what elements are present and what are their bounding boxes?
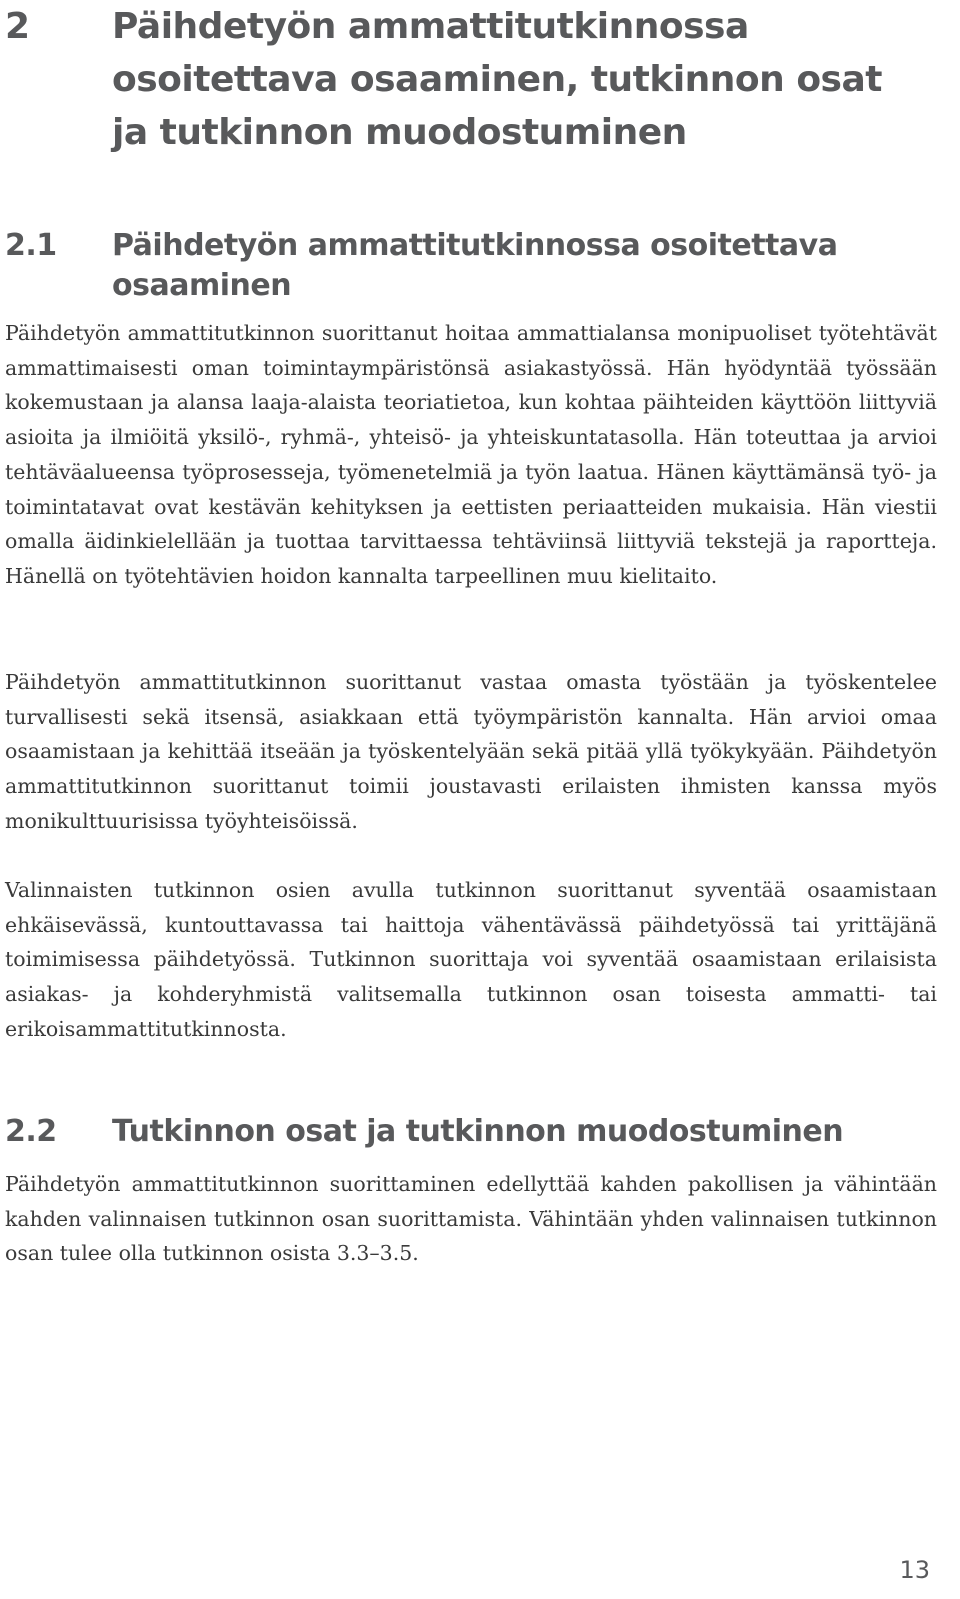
section-heading xyxy=(5,0,905,159)
paragraph: Päihdetyön ammattitutkinnon suorittaminen edellyttää kahden pakollisen ja vähintään kahden valinnaisen tutkinnon osan suorittamista. Vähintään yhden valinnaisen tutkinnon osan tulee olla tutkinnon osista 3.3–3.5. xyxy=(5,1172,937,1266)
subsection-heading-2-1 xyxy=(5,226,905,306)
subsection-heading-2-2 xyxy=(5,1112,905,1152)
paragraph: Päihdetyön ammattitutkinnon suorittanut vastaa omasta työstään ja työskentelee turvallisesti sekä itsensä, asiakkaan että työympäristön kannalta. Hän arvioi omaa osaamistaan ja kehittää itseään ja työskentelyään sekä pitää yllä työkykyään. Päihdetyön ammattitutkinnon suorittanut toimii joustavasti erilaisten ihmisten kanssa myös monikulttuurisissa työyhteisöissä. xyxy=(5,670,937,833)
section-number: 2 xyxy=(5,6,30,47)
paragraph: Valinnaisten tutkinnon osien avulla tutkinnon suorittanut syventää osaamistaan ehkäisevässä, kuntouttavassa tai haittoja vähentävässä päihdetyössä tai yrittäjänä toimimisessa päihdetyössä. Tutkinnon suorittaja voi syventää osaamistaan erilaisista asiakas- ja kohderyhmistä valitsemalla tutkinnon osan toisesta ammatti- tai erikoisammattitutkinnosta. xyxy=(5,878,937,1041)
subsection-title: Tutkinnon osat ja tutkinnon muodostuminen xyxy=(112,1114,844,1149)
subsection-number: 2.1 xyxy=(5,228,57,263)
section-title: Päihdetyön ammattitutkinnossa osoitettava osaaminen, tutkinnon osat ja tutkinnon muodostuminen xyxy=(112,6,882,153)
subsection-title: Päihdetyön ammattitutkinnossa osoitettava osaaminen xyxy=(112,228,838,303)
page-number: 13 xyxy=(899,1556,930,1584)
subsection-number: 2.2 xyxy=(5,1114,57,1149)
paragraph: Päihdetyön ammattitutkinnon suorittanut hoitaa ammattialansa monipuoliset työtehtävät ammattimaisesti oman toimintaympäristönsä asiakastyössä. Hän hyödyntää työssään kokemustaan ja alansa laaja-alaista teoriatietoa, kun kohtaa päihteiden käyttöön liittyviä asioita ja ilmiöitä yksilö-, ryhmä-, yhteisö- ja yhteiskuntatasolla. Hän toteuttaa ja arvioi tehtäväalueensa työprosesseja, työmenetelmiä ja työn laatua. Hänen käyttämänsä työ- ja toimintatavat ovat kestävän kehityksen ja eettisten periaatteiden mukaisia. Hän viestii omalla äidinkielellään ja tuottaa tarvittaessa tehtäviinsä liittyviä tekstejä ja raportteja. Hänellä on työtehtävien hoidon kannalta tarpeellinen muu kielitaito. xyxy=(5,321,937,588)
